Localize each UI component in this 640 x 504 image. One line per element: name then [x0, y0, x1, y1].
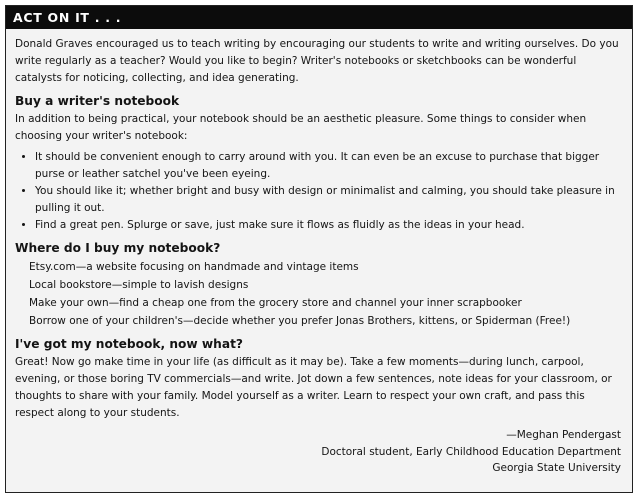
section-heading-buy: Buy a writer's notebook: [15, 94, 180, 108]
bullet-list: [15, 149, 622, 234]
list-item: Borrow one of your children's—decide whether you prefer Jonas Brothers, kittens, or Spiderman (Free!): [29, 315, 571, 327]
sidebar-box: [5, 5, 633, 493]
bullet-item: • You should like it; whether bright and busy with design or minimalist and calming, you should take pleasure in pulling it out.: [35, 183, 622, 217]
signature: [15, 427, 622, 477]
list-item: Etsy.com—a website focusing on handmade and vintage items: [29, 261, 359, 273]
section-text-buy: In addition to being practical, your notebook should be an aesthetic pleasure. Some things to consider when choosing your writer's notebook:: [15, 113, 587, 142]
header-bar: [6, 6, 632, 29]
bullet-item: • It should be convenient enough to carry around with you. It can even be an excuse to purchase that bigger purse or leather satchel you've been eyeing.: [35, 149, 622, 183]
section-heading-where: Where do I buy my notebook?: [15, 241, 221, 255]
list-item: Local bookstore—simple to lavish designs: [29, 279, 249, 291]
signature-name: —Meghan Pendergast: [506, 429, 621, 441]
signature-role: Doctoral student, Early Childhood Education Department: [321, 445, 621, 458]
section-text-now-what: Great! Now go make time in your life (as difficult as it may be). Take a few moments—during lunch, carpool, evening, or those boring TV commercials—and write. Jot down a few sentences, note ideas for your classroom, or thoughts to share with your family. Model yourself as a writer. Learn to respect your own craft, and pass this respect along to your students.: [15, 356, 612, 419]
content: [6, 29, 632, 477]
section-heading-now-what: I've got my notebook, now what?: [15, 337, 243, 351]
store-list: [15, 259, 622, 330]
intro-paragraph: Donald Graves encouraged us to teach writing by encouraging our students to write and writing ourselves. Do you write regularly as a teacher? Would you like to begin? Writer's notebooks or sketchbooks can be wonderful catalysts for noticing, collecting, and idea generating.: [15, 38, 619, 84]
bullet-item: • Find a great pen. Splurge or save, just make sure it flows as fluidly as the ideas in your head.: [35, 217, 622, 234]
header-title: ACT ON IT . . .: [13, 10, 122, 25]
list-item: Make your own—find a cheap one from the grocery store and channel your inner scrapbooker: [29, 297, 522, 309]
signature-school: Georgia State University: [492, 462, 621, 474]
